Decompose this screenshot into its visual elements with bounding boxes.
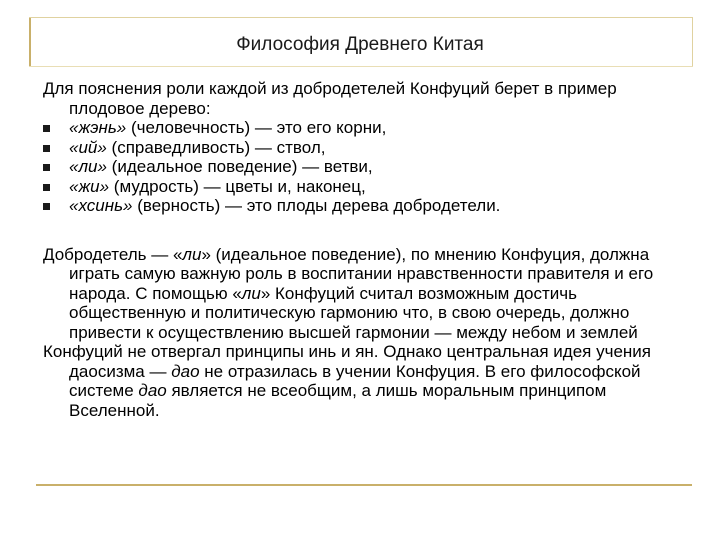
text-segment: Конфуций не отвергал принципы инь и ян. Однако центральная идея учения даосизма — <box>43 342 651 381</box>
italic-term: дао <box>138 381 167 400</box>
italic-term: ли <box>241 283 261 303</box>
italic-term: дао <box>171 361 200 381</box>
list-item <box>43 196 683 216</box>
text-segment: является не всеобщим, а лишь моральным принципом Вселенной. <box>69 381 607 420</box>
virtue-description: (человечность) — это его корни, <box>126 118 387 137</box>
italic-term: ли <box>182 244 202 264</box>
square-bullet-icon <box>43 184 50 191</box>
slide-body <box>43 79 683 420</box>
text-segment: не отразилась в учении Конфуция. В его философской системе <box>69 361 641 400</box>
virtue-description: (мудрость) — цветы и, наконец, <box>109 176 366 196</box>
virtue-term: «ий» <box>69 137 107 157</box>
list-item <box>43 177 683 197</box>
virtue-term: «хсинь» <box>69 196 133 215</box>
virtue-description: (верность) — это плоды дерева добродетели. <box>132 196 501 215</box>
square-bullet-icon <box>43 203 50 210</box>
text-segment: Добродетель — « <box>43 244 183 264</box>
list-item <box>43 138 683 158</box>
slide-title: Философия Древнего Китая <box>236 34 484 55</box>
title-frame-bottom-border <box>29 66 693 67</box>
square-bullet-icon <box>43 145 50 152</box>
square-bullet-icon <box>43 164 50 171</box>
text-segment: » (идеальное поведение), по мнению Конфуция, должна играть самую важную роль в воспитании нравственности правителя и его народа. С помощью « <box>69 244 654 303</box>
yin-yang-paragraph <box>43 342 683 420</box>
virtue-description: (идеальное поведение) — ветви, <box>106 157 373 176</box>
list-item <box>43 118 683 138</box>
virtue-description: (справедливость) — ствол, <box>106 137 326 157</box>
virtue-list <box>43 118 683 216</box>
list-item <box>43 157 683 177</box>
virtue-term: «жэнь» <box>69 118 127 137</box>
paragraph-spacer <box>43 216 683 245</box>
square-bullet-icon <box>43 125 50 132</box>
title-frame-top-border <box>29 17 692 18</box>
li-virtue-paragraph <box>43 245 683 343</box>
title-frame-left-border <box>29 17 31 67</box>
bottom-divider <box>36 484 692 486</box>
intro-paragraph: Для пояснения роли каждой из добродетелей Конфуций берет в пример плодовое дерево: <box>43 79 617 118</box>
virtue-term: «ли» <box>69 157 107 176</box>
virtue-term: «жи» <box>69 176 110 196</box>
title-frame-right-border <box>692 17 693 67</box>
text-segment: » Конфуций считал возможным достичь общественную и политическую гармонию что, в свою очередь, должно привести к осуществлению высшей гармонии — между небом и землей <box>69 283 638 342</box>
